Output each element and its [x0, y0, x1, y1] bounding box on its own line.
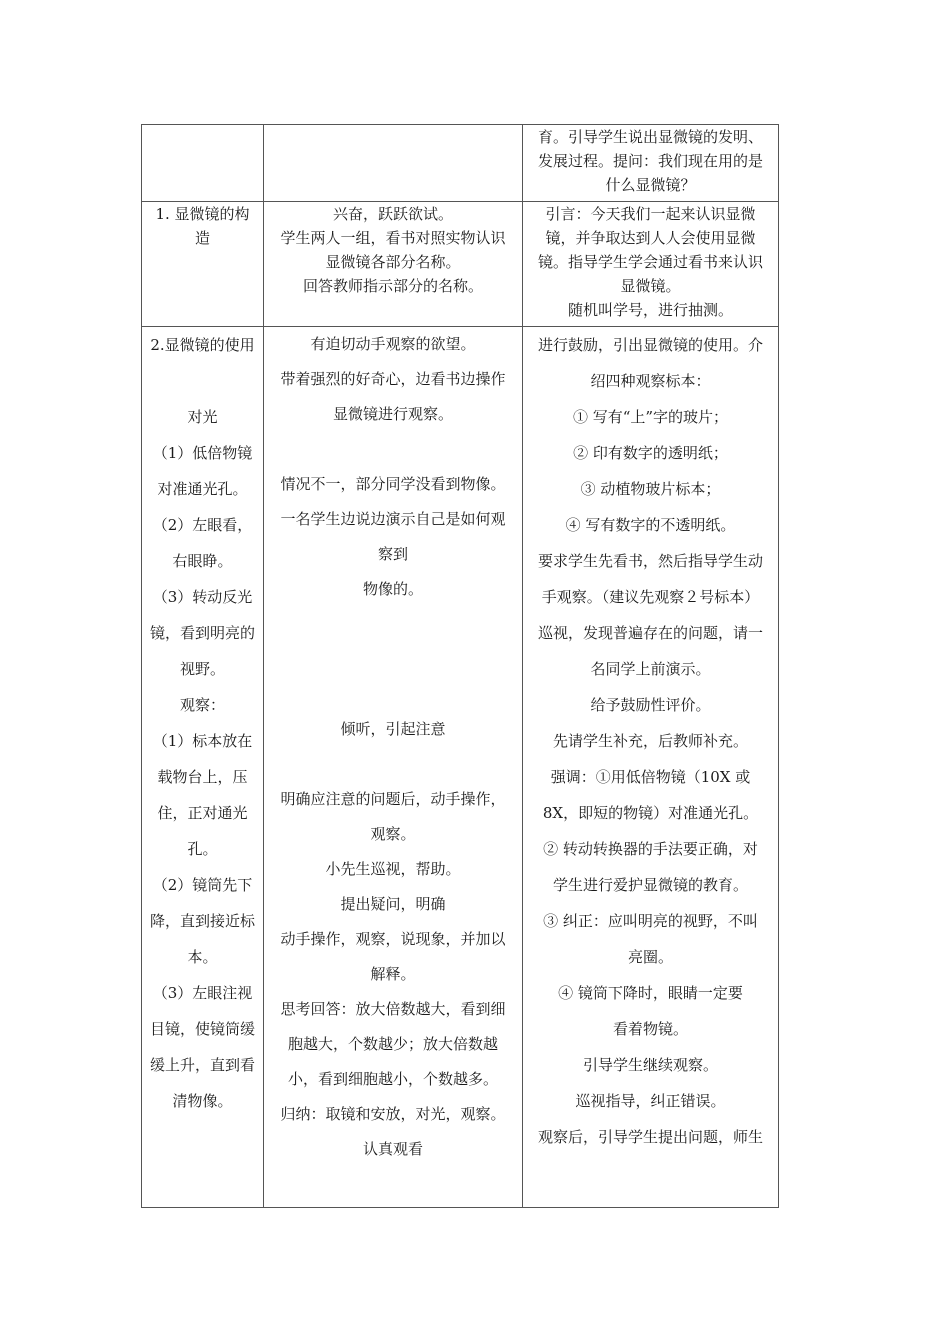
row3-student-cell: [264, 327, 523, 1208]
text-line: 巡视指导，纠正错误。: [575, 1092, 726, 1110]
row2-teacher-cell: [523, 202, 779, 327]
text-line: 学生两人一组，看书对照实物认识: [280, 229, 506, 247]
text-line: 显微镜。: [620, 277, 681, 295]
text-line: 载物台上，压: [157, 768, 248, 786]
text-line: 小，看到细胞越小，个数越多。: [287, 1070, 498, 1088]
text-line: 引言：今天我们一起来认识显微: [545, 205, 756, 223]
row2-topic-cell: [142, 202, 264, 327]
text-line: 2.显微镜的使用: [150, 336, 255, 354]
topic-lines: [145, 327, 260, 1119]
text-line: 清物像。: [172, 1092, 233, 1110]
text-line: 视野。: [179, 660, 225, 678]
text-line: 绍四种观察标本：: [590, 372, 711, 390]
row2-student-cell: [264, 202, 523, 327]
text-line: 8X，即短的物镜）对准通光孔。: [542, 804, 759, 822]
row3-teacher-cell: [523, 327, 779, 1208]
text-line: 对光: [187, 408, 218, 426]
text-line: 察到: [377, 545, 408, 563]
text-line: 有迫切动手观察的欲望。: [310, 335, 476, 353]
text-line: 降，直到接近标: [149, 912, 255, 930]
text-line: 小先生巡视，帮助。: [325, 860, 461, 878]
text-line: 手观察。（建议先观察２号标本）: [541, 588, 760, 606]
text-line: 先请学生补充，后教师补充。: [552, 732, 748, 750]
table-row: [142, 327, 779, 1208]
text-line: （2）左眼看，: [152, 516, 253, 534]
text-line: 胞越大，个数越少；放大倍数越: [287, 1035, 498, 1053]
text-line: 发展过程。提问：我们现在用的是: [537, 152, 763, 170]
text-line: 解释。: [370, 965, 416, 983]
text-line: ④ 写有数字的不透明纸。: [565, 516, 736, 534]
text-line: 观察。: [370, 825, 416, 843]
text-line: ③ 动植物玻片标本；: [580, 480, 721, 498]
text-line: 一名学生边说边演示自己是如何观: [280, 510, 506, 528]
row1-topic-cell: [142, 125, 264, 202]
text-line: 进行鼓励，引出显微镜的使用。介: [537, 336, 763, 354]
text-line: 要求学生先看书，然后指导学生动: [537, 552, 763, 570]
text-line: 育。引导学生说出显微镜的发明、: [537, 128, 763, 146]
text-line: （3）转动反光: [152, 588, 253, 606]
text-line: （1）标本放在: [152, 732, 253, 750]
text-line: （1）低倍物镜: [152, 444, 253, 462]
text-line: 本。: [187, 948, 218, 966]
text-line: 归纳：取镜和安放，对光，观察。: [280, 1105, 506, 1123]
row1-student-cell: [264, 125, 523, 202]
table-row: [142, 202, 779, 327]
text-line: 动手操作，观察，说现象，并加以: [280, 930, 506, 948]
text-line: 1. 显微镜的构: [155, 205, 250, 223]
text-line: 观察：: [179, 696, 225, 714]
text-line: 镜，并争取达到人人会使用显微: [545, 229, 756, 247]
text-line: 缓上升，直到看: [149, 1056, 255, 1074]
table-row: [142, 125, 779, 202]
text-line: 右眼睁。: [172, 552, 233, 570]
text-line: 观察后，引导学生提出问题，师生: [537, 1128, 763, 1146]
text-line: 给予鼓励性评价。: [590, 696, 711, 714]
text-line: 倾听，引起注意: [340, 720, 446, 738]
text-line: 名同学上前演示。: [590, 660, 711, 678]
text-line: ② 印有数字的透明纸；: [573, 444, 728, 462]
text-line: 镜，看到明亮的: [149, 624, 255, 642]
lesson-plan-table: [141, 124, 779, 1208]
row1-teacher-cell: [523, 125, 779, 202]
text-line: [267, 677, 519, 712]
text-line: 镜。指导学生学会通过看书来认识: [537, 253, 763, 271]
text-line: 思考回答：放大倍数越大，看到细: [280, 1000, 506, 1018]
text-line: 带着强烈的好奇心，边看书边操作: [280, 370, 506, 388]
text-line: 学生进行爱护显微镜的教育。: [552, 876, 748, 894]
text-line: （2）镜筒先下: [152, 876, 253, 894]
text-line: 随机叫学号，进行抽测。: [567, 301, 733, 319]
text-line: ③ 纠正：应叫明亮的视野，不叫: [543, 912, 758, 930]
text-line: 情况不一，部分同学没看到物像。: [280, 475, 506, 493]
text-line: 孔。: [187, 840, 218, 858]
text-line: 显微镜各部分名称。: [325, 253, 461, 271]
row3-topic-cell: [142, 327, 264, 1208]
text-line: 什么显微镜？: [605, 176, 696, 194]
text-line: ④ 镜筒下降时，眼睛一定要: [558, 984, 743, 1002]
text-line: [267, 642, 519, 677]
text-line: 亮圈。: [627, 948, 673, 966]
text-line: 显微镜进行观察。: [332, 405, 453, 423]
text-line: 认真观看: [362, 1140, 423, 1158]
text-line: [267, 747, 519, 782]
text-line: 物像的。: [362, 580, 423, 598]
text-line: 对准通光孔。: [157, 480, 248, 498]
text-line: 回答教师指示部分的名称。: [302, 277, 483, 295]
text-line: [145, 363, 260, 399]
text-line: 住，正对通光: [157, 804, 248, 822]
text-line: 看着物镜。: [612, 1020, 688, 1038]
text-line: 巡视，发现普遍存在的问题，请一: [537, 624, 763, 642]
text-line: 造: [194, 229, 210, 247]
text-line: 目镜，使镜筒缓: [149, 1020, 255, 1038]
text-line: （3）左眼注视: [152, 984, 253, 1002]
text-line: 兴奋，跃跃欲试。: [332, 205, 453, 223]
text-line: 强调：①用低倍物镜（10X 或: [550, 768, 751, 786]
text-line: 提出疑问，明确: [340, 895, 446, 913]
text-line: [267, 607, 519, 642]
text-line: ① 写有“上”字的玻片；: [572, 408, 729, 426]
text-line: [267, 432, 519, 467]
text-line: ② 转动转换器的手法要正确，对: [543, 840, 758, 858]
text-line: 明确应注意的问题后，动手操作，: [280, 790, 506, 808]
text-line: 引导学生继续观察。: [582, 1056, 718, 1074]
